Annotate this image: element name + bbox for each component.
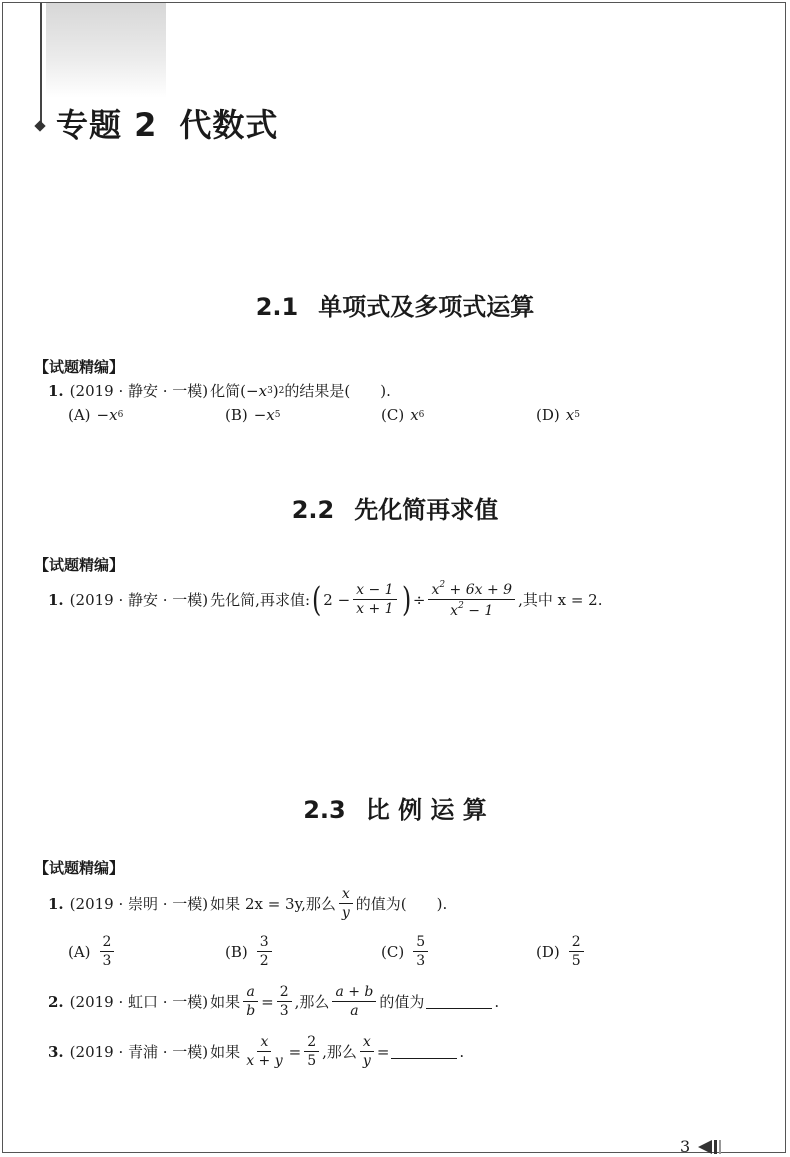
section-heading-text: 比 例 运 算 (365, 796, 487, 824)
option-text: x (410, 406, 419, 424)
question-number: 3. (48, 1042, 64, 1061)
paren-close: ) (401, 579, 411, 620)
fraction (413, 934, 428, 969)
fraction (304, 1034, 319, 1069)
fraction (100, 934, 115, 969)
fraction-denominator: b (246, 1003, 256, 1020)
fraction-numerator: x (339, 886, 353, 904)
math-expr: −x (246, 381, 268, 400)
fraction-denominator: y (341, 905, 350, 922)
math-var: x (431, 582, 440, 598)
fraction-numerator: a + b (332, 984, 376, 1002)
section-heading-text: 先化简再求值 (354, 496, 499, 524)
exponent: 6 (117, 410, 124, 420)
question-text: 的值为( ). (355, 895, 448, 914)
paren-close: ) (272, 381, 279, 400)
question-source: (2019 · 青浦 · 一模) (69, 1043, 209, 1062)
option-a[interactable] (68, 934, 117, 969)
equals-sign: = (288, 1042, 302, 1061)
question-text: 化简( (210, 382, 247, 400)
question-2-3-1 (48, 886, 447, 921)
answer-blank[interactable] (391, 1044, 457, 1059)
fraction-numerator: a (243, 984, 257, 1002)
exercise-tag: 【试题精编】 (34, 358, 125, 376)
question-text: 的值为 (379, 993, 425, 1012)
option-label: (C) (381, 942, 405, 961)
fraction (243, 1034, 285, 1069)
divide-sign: ÷ (412, 590, 426, 609)
section-title-2-3 (0, 790, 790, 825)
section-title-2-2 (0, 490, 790, 525)
math-expr: − 1 (463, 603, 494, 620)
option-b[interactable] (225, 406, 281, 424)
fraction (332, 984, 376, 1019)
question-source: (2019 · 崇明 · 一模) (69, 895, 209, 914)
fraction-numerator: 3 (257, 934, 272, 952)
question-text: 如果 (210, 993, 241, 1012)
exercise-tag: 【试题精编】 (34, 556, 125, 574)
fraction-denominator: 3 (102, 953, 112, 970)
fraction-denominator: 3 (416, 953, 426, 970)
question-text: 如果 2x = 3y,那么 (210, 895, 336, 914)
bar-icon (714, 1140, 717, 1154)
option-text: −x (253, 406, 275, 424)
fraction-numerator: 2 (569, 934, 584, 952)
question-text: ,那么 (322, 1043, 357, 1062)
question-source: (2019 · 虹口 · 一模) (69, 993, 209, 1012)
question-source: (2019 · 静安 · 一模) (69, 382, 209, 400)
section-number: 2.3 (303, 796, 346, 824)
fraction-numerator: 2 (277, 984, 292, 1002)
question-text: 先化简,再求值: (210, 591, 310, 610)
page-number (680, 1137, 721, 1156)
bar-icon (719, 1140, 721, 1154)
fraction-denominator: 5 (307, 1053, 317, 1070)
question-2-2-1 (48, 580, 602, 619)
exponent: 6 (418, 410, 425, 420)
header-vertical-rule (40, 3, 42, 125)
section-title-2-1 (0, 287, 790, 322)
fraction-numerator: x (360, 1034, 374, 1052)
exponent: 5 (274, 410, 281, 420)
equals-sign: = (261, 992, 274, 1011)
question-text: ,其中 x = 2. (518, 591, 603, 610)
option-label: (B) (225, 942, 248, 961)
fraction (353, 582, 396, 617)
fraction (569, 934, 584, 969)
fraction-denominator (447, 600, 496, 619)
question-end: . (459, 1042, 465, 1061)
question-number: 2. (48, 992, 64, 1011)
fraction-numerator: 2 (304, 1034, 319, 1052)
option-label: (A) (68, 406, 91, 424)
chapter-title (56, 100, 278, 146)
section-number: 2.1 (255, 293, 299, 321)
question-end: . (494, 992, 500, 1011)
option-text: −x (96, 406, 118, 424)
option-label: (B) (225, 406, 248, 424)
question-text: ,那么 (294, 993, 330, 1012)
fraction-denominator: 2 (259, 953, 269, 970)
fraction (277, 984, 292, 1019)
exponent: 2 (458, 601, 464, 612)
fraction-denominator: 3 (279, 1003, 289, 1020)
fraction-numerator: x − 1 (353, 582, 396, 600)
exponent: 3 (267, 385, 273, 396)
question-number: 1. (48, 590, 64, 609)
fraction-numerator: 5 (413, 934, 428, 952)
option-label: (C) (381, 406, 405, 424)
section-heading-text: 单项式及多项式运算 (318, 293, 535, 321)
fraction-numerator (428, 580, 515, 600)
option-d[interactable] (536, 406, 580, 424)
option-c[interactable] (381, 934, 431, 969)
option-label: (D) (536, 406, 560, 424)
math-expr: 2 − (323, 590, 351, 609)
equals-sign: = (376, 1042, 390, 1061)
option-c[interactable] (381, 406, 424, 424)
question-text: 的结果是( ). (284, 382, 391, 400)
question-number: 1. (48, 894, 64, 913)
option-text: x (565, 406, 575, 424)
page-border (2, 2, 786, 1153)
fraction-numerator: 2 (100, 934, 115, 952)
exponent: 5 (574, 410, 580, 420)
answer-blank[interactable] (426, 994, 492, 1009)
option-label: (A) (68, 942, 91, 961)
fraction (243, 984, 258, 1019)
question-number: 1. (48, 381, 64, 400)
section-number: 2.2 (291, 496, 335, 524)
fraction (428, 580, 515, 619)
fraction-denominator: 5 (571, 953, 581, 970)
fraction (339, 886, 353, 921)
question-2-3-2 (48, 984, 499, 1019)
question-text: 如果 (210, 1043, 241, 1062)
question-2-1-1 (48, 380, 391, 401)
option-b[interactable] (225, 934, 275, 969)
option-a[interactable] (68, 406, 123, 424)
chapter-title-main: 代数式 (179, 106, 279, 144)
left-arrow-icon (698, 1140, 712, 1154)
math-expr: + 6x + 9 (445, 582, 513, 598)
page-number-text: 3 (680, 1137, 691, 1156)
option-d[interactable] (536, 934, 587, 969)
math-var: x (450, 603, 459, 620)
fraction-denominator: a (350, 1003, 359, 1020)
fraction-numerator: x (257, 1034, 271, 1052)
fraction-denominator: x + y (246, 1053, 283, 1070)
exponent: 2 (439, 580, 446, 590)
fraction (360, 1034, 374, 1069)
question-2-3-3 (48, 1034, 464, 1069)
exercise-tag: 【试题精编】 (34, 859, 125, 877)
fraction-denominator: y (362, 1053, 371, 1070)
exponent: 2 (278, 385, 285, 396)
option-label: (D) (536, 942, 560, 961)
question-source: (2019 · 静安 · 一模) (69, 591, 209, 610)
chapter-title-prefix: 专题 2 (56, 106, 158, 144)
fraction-denominator: x + 1 (356, 601, 394, 618)
paren-open: ( (311, 579, 322, 620)
header-gradient-block (46, 3, 166, 98)
fraction (257, 934, 272, 969)
